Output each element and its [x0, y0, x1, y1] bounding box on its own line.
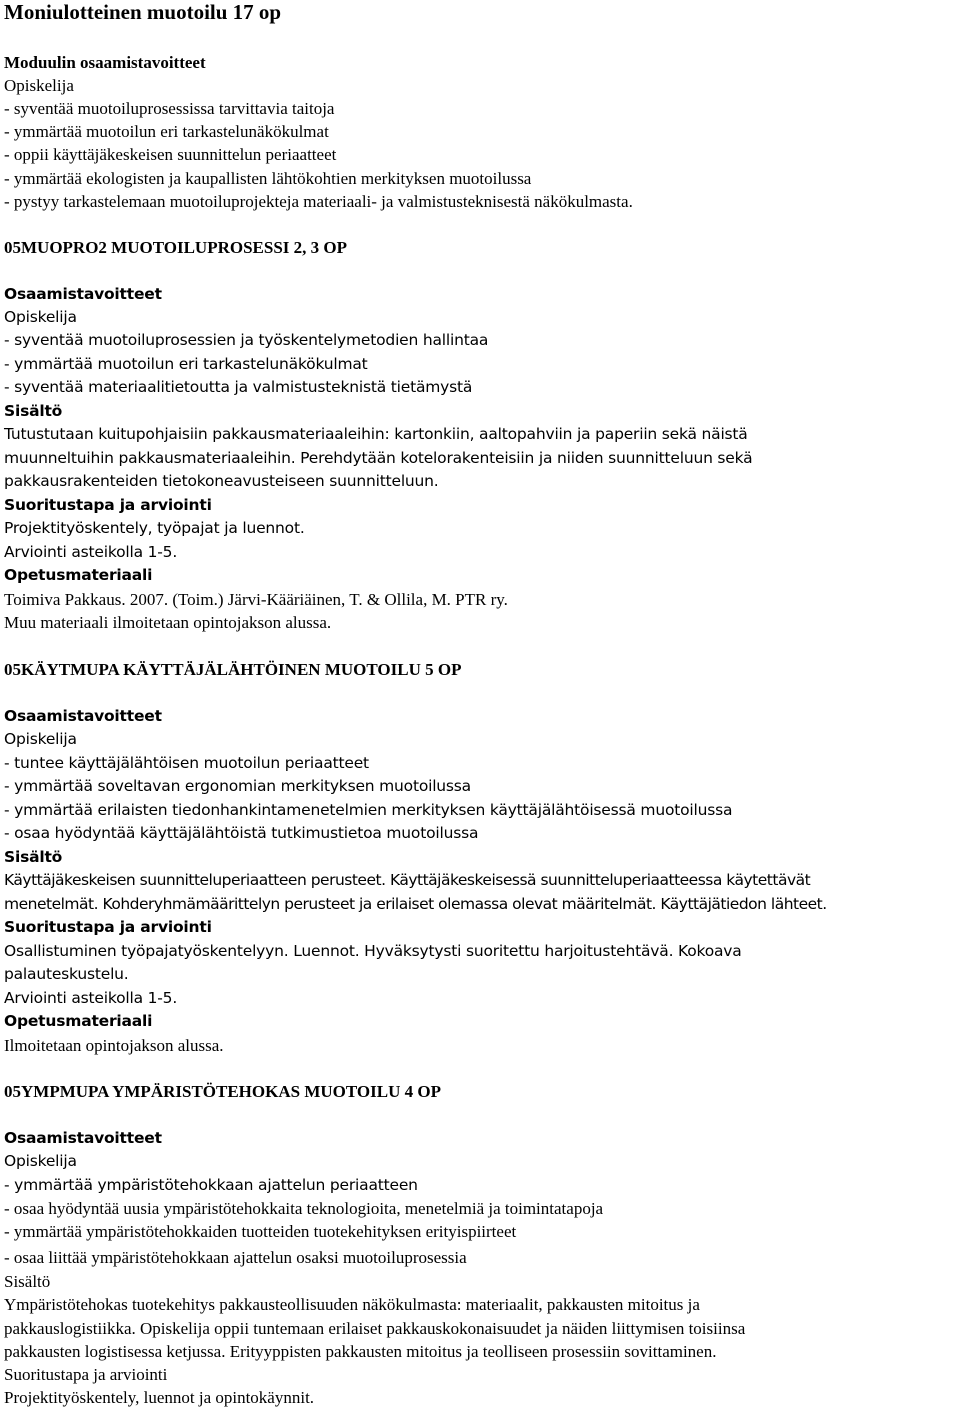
course3-goal-item: - ymmärtää ympäristötehokkaan ajattelun periaatteen: [4, 1176, 418, 1194]
course2-goal-item: - ymmärtää erilaisten tiedonhankintamenetelmien merkityksen käyttäjälähtöisessä muotoilussa: [4, 801, 733, 819]
course1-student-label: Opiskelija: [4, 308, 77, 326]
course2-content-line: Käyttäjäkeskeisen suunnitteluperiaatteen perusteet. Käyttäjäkeskeisessä suunnitteluperiaatteessa käytettävät: [4, 871, 811, 889]
course-heading-ymparistotehokas: 05YMPMUPA YMPÄRISTÖTEHOKAS MUOTOILU 4 OP: [4, 1082, 441, 1101]
module-goals-heading: Moduulin osaamistavoitteet: [4, 53, 206, 72]
module-student-label: Opiskelija: [4, 76, 74, 95]
course-heading-muotoiluprosessi: 05MUOPRO2 MUOTOILUPROSESSI 2, 3 OP: [4, 238, 348, 257]
course3-goal-item: - osaa liittää ympäristötehokkaan ajattelun osaksi muotoiluprosessia: [4, 1248, 467, 1267]
module-goal-item: - ymmärtää muotoilun eri tarkastelunäkökulmat: [4, 122, 329, 141]
course2-material-line: Ilmoitetaan opintojakson alussa.: [4, 1036, 224, 1055]
course2-method-line: Osallistuminen työpajatyöskentelyyn. Luennot. Hyväksytysti suoritettu harjoitustehtävä. Kokoava: [4, 942, 742, 960]
course3-content-heading: Sisältö: [4, 1272, 51, 1291]
course3-goal-item: - osaa hyödyntää uusia ympäristötehokkaita teknologioita, menetelmiä ja toimintatapoja: [4, 1199, 604, 1218]
course1-method-heading: Suoritustapa ja arviointi: [4, 496, 212, 514]
course1-goal-item: - syventää materiaalitietoutta ja valmistusteknistä tietämystä: [4, 378, 473, 396]
course-heading-kayttajalahtoinen: 05KÄYTMUPA KÄYTTÄJÄLÄHTÖINEN MUOTOILU 5 OP: [4, 660, 462, 679]
course3-goals-heading: Osaamistavoitteet: [4, 1129, 162, 1147]
course1-content-line: Tutustutaan kuitupohjaisiin pakkausmateriaaleihin: kartonkiin, aaltopahviin ja paperiin sekä näistä: [4, 425, 748, 443]
course2-content-heading: Sisältö: [4, 848, 63, 866]
module-goal-item: - oppii käyttäjäkeskeisen suunnittelun periaatteet: [4, 145, 337, 164]
course2-material-heading: Opetusmateriaali: [4, 1012, 153, 1030]
module-goal-item: - syventää muotoiluprosessissa tarvittavia taitoja: [4, 99, 335, 118]
module-goal-item: - ymmärtää ekologisten ja kaupallisten lähtökohtien merkityksen muotoilussa: [4, 169, 532, 188]
document-title: Moniulotteinen muotoilu 17 op: [4, 0, 282, 24]
module-goal-item: - pystyy tarkastelemaan muotoiluprojekteja materiaali- ja valmistusteknisestä näkökulmasta.: [4, 192, 633, 211]
course2-student-label: Opiskelija: [4, 730, 77, 748]
course2-goal-item: - osaa hyödyntää käyttäjälähtöistä tutkimustietoa muotoilussa: [4, 824, 479, 842]
course1-material-line: Muu materiaali ilmoitetaan opintojakson alussa.: [4, 613, 332, 632]
course2-method-line: palauteskustelu.: [4, 965, 129, 983]
course1-goal-item: - syventää muotoiluprosessien ja työskentelymetodien hallintaa: [4, 331, 489, 349]
course2-method-line: Arviointi asteikolla 1-5.: [4, 989, 178, 1007]
course1-goal-item: - ymmärtää muotoilun eri tarkastelunäkökulmat: [4, 355, 368, 373]
course1-material-line: Toimiva Pakkaus. 2007. (Toim.) Järvi-Kääriäinen, T. & Ollila, M. PTR ry.: [4, 590, 508, 609]
course3-method-heading: Suoritustapa ja arviointi: [4, 1365, 168, 1384]
course3-student-label: Opiskelija: [4, 1152, 77, 1170]
course3-content-line: pakkauslogistiikka. Opiskelija oppii tuntemaan erilaiset pakkauskokonaisuudet ja näiden liittymisen toisiinsa: [4, 1319, 746, 1338]
course2-goal-item: - ymmärtää soveltavan ergonomian merkityksen muotoilussa: [4, 777, 471, 795]
course1-goals-heading: Osaamistavoitteet: [4, 285, 162, 303]
course3-goal-item: - ymmärtää ympäristötehokkaiden tuotteiden tuotekehityksen erityispiirteet: [4, 1222, 517, 1241]
course2-goal-item: - tuntee käyttäjälähtöisen muotoilun periaatteet: [4, 754, 369, 772]
course1-material-heading: Opetusmateriaali: [4, 566, 153, 584]
course1-content-line: muunneltuihin pakkausmateriaaleihin. Perehdytään kotelorakenteisiin ja niiden suunnitteluun sekä: [4, 449, 753, 467]
course2-goals-heading: Osaamistavoitteet: [4, 707, 162, 725]
course3-content-line: Ympäristötehokas tuotekehitys pakkausteollisuuden näkökulmasta: materiaalit, pakkausten mitoitus ja: [4, 1295, 700, 1314]
course3-method-line: Projektityöskentely, luennot ja opintokäynnit.: [4, 1388, 315, 1407]
course1-content-line: pakkausrakenteiden tietokoneavusteiseen suunnitteluun.: [4, 472, 439, 490]
course1-content-heading: Sisältö: [4, 402, 63, 420]
course1-method-line: Projektityöskentely, työpajat ja luennot.: [4, 519, 305, 537]
course1-method-line: Arviointi asteikolla 1-5.: [4, 543, 178, 561]
course3-content-line: pakkausten logistisessa ketjussa. Erityyppisten pakkausten mitoitus ja teolliseen prosessiin sovittaminen.: [4, 1342, 717, 1361]
course2-method-heading: Suoritustapa ja arviointi: [4, 918, 212, 936]
course2-content-line: menetelmät. Kohderyhmämäärittelyn perusteet ja erilaiset olemassa olevat määritelmät. Käyttäjätiedon lähteet.: [4, 895, 827, 913]
